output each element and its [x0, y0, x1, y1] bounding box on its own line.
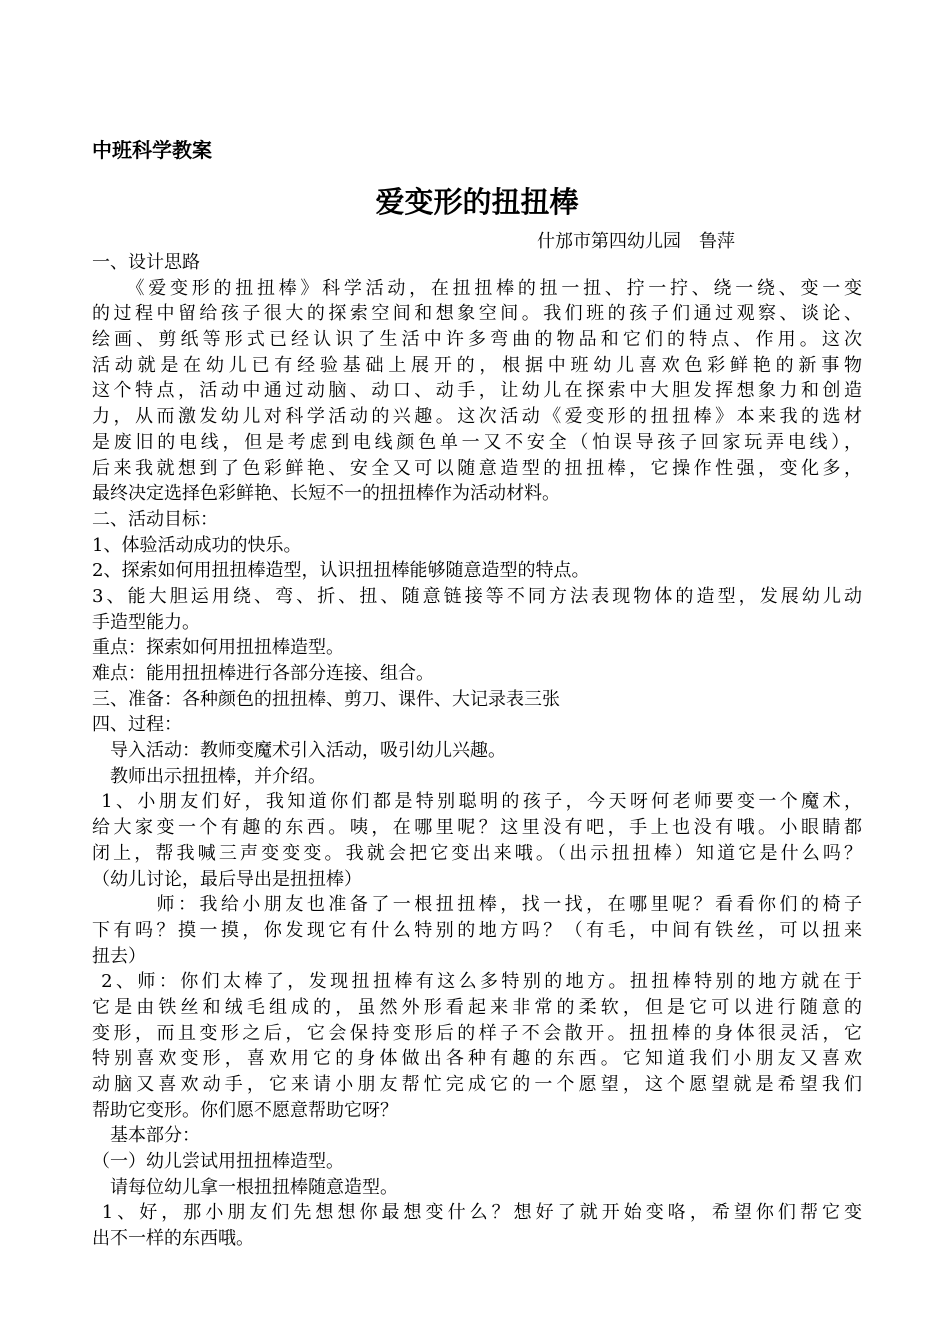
- list-item: 2、探索如何用扭扭棒造型，认识扭扭棒能够随意造型的特点。: [92, 560, 590, 582]
- section-heading: 四、过程：: [92, 714, 182, 736]
- list-item: 手造型能力。: [92, 611, 200, 633]
- document-author: 什邡市第四幼儿园 鲁萍: [537, 231, 735, 252]
- section-heading: 基本部分：: [92, 1125, 200, 1147]
- paragraph-line: 师：我给小朋友也准备了一根扭扭棒，找一找，在哪里呢？看看你们的椅子: [92, 894, 862, 916]
- paragraph-line: 力，从而激发幼儿对科学活动的兴趣。这次活动《爱变形的扭扭棒》本来我的选材: [92, 406, 862, 428]
- paragraph-line: 闭上，帮我喊三声变变变。我就会把它变出来哦。（出示扭扭棒）知道它是什么吗？: [92, 842, 862, 864]
- paragraph-line: 帮助它变形。你们愿不愿意帮助它呀？: [92, 1099, 398, 1121]
- paragraph-line: 动脑又喜欢动手，它来请小朋友帮忙完成它的一个愿望，这个愿望就是希望我们: [92, 1074, 862, 1095]
- paragraph-line: 是废旧的电线，但是考虑到电线颜色单一又不安全（怕误导孩子回家玩弄电线），: [92, 431, 862, 453]
- document-body: [92, 250, 862, 1252]
- list-item: 1、体验活动成功的快乐。: [92, 534, 302, 556]
- paragraph-line: 1、小朋友们好，我知道你们都是特别聪明的孩子，今天呀何老师要变一个魔术，: [92, 791, 862, 813]
- paragraph-line: （幼儿讨论，最后导出是扭扭棒）: [92, 868, 362, 890]
- paragraph-line: 的过程中留给孩子很大的探索空间和想象空间。我们班的孩子们通过观察、谈论、: [92, 303, 862, 325]
- paragraph-line: 请每位幼儿拿一根扭扭棒随意造型。: [92, 1176, 398, 1198]
- paragraph-line: 教师出示扭扭棒，并介绍。: [92, 765, 326, 787]
- section-heading: 三、准备：各种颜色的扭扭棒、剪刀、课件、大记录表三张: [92, 688, 560, 710]
- paragraph-line: 变形，而且变形之后，它会保持变形后的样子不会散开。扭扭棒的身体很灵活，它: [92, 1022, 862, 1044]
- paragraph-line: （一）幼儿尝试用扭扭棒造型。: [92, 1151, 344, 1173]
- paragraph-line: 出不一样的东西哦。: [92, 1228, 254, 1250]
- paragraph-line: 扭去）: [92, 945, 146, 967]
- paragraph-line: 《爱变形的扭扭棒》科学活动，在扭扭棒的扭一扭、拧一拧、绕一绕、变一变: [92, 277, 862, 299]
- paragraph-line: 绘画、剪纸等形式已经认识了生活中许多弯曲的物品和它们的特点、作用。这次: [92, 329, 862, 351]
- paragraph-line: 后来我就想到了色彩鲜艳、安全又可以随意造型的扭扭棒，它操作性强，变化多，: [92, 457, 862, 479]
- paragraph-line: 1、好，那小朋友们先想想你最想变什么？想好了就开始变咯，希望你们帮它变: [92, 1202, 862, 1224]
- paragraph-line: 它是由铁丝和绒毛组成的，虽然外形看起来非常的柔软，但是它可以进行随意的: [92, 996, 862, 1018]
- paragraph-line: 导入活动：教师变魔术引入活动，吸引幼儿兴趣。: [92, 740, 506, 762]
- paragraph-line: 下有吗？摸一摸，你发现它有什么特别的地方吗？（有毛，中间有铁丝，可以扭来: [92, 919, 862, 941]
- paragraph-line: 活动就是在幼儿已有经验基础上展开的，根据中班幼儿喜欢色彩鲜艳的新事物: [92, 354, 862, 376]
- document-title: 爱变形的扭扭棒: [375, 185, 579, 219]
- paragraph-line: 特别喜欢变形，喜欢用它的身体做出各种有趣的东西。它知道我们小朋友又喜欢: [92, 1048, 862, 1070]
- document-category: 中班科学教案: [92, 138, 212, 162]
- list-item: 3、能大胆运用绕、弯、折、扭、随意链接等不同方法表现物体的造型，发展幼儿动: [92, 585, 862, 607]
- paragraph-line: 最终决定选择色彩鲜艳、长短不一的扭扭棒作为活动材料。: [92, 483, 560, 505]
- paragraph-line: 重点：探索如何用扭扭棒造型。: [92, 637, 344, 659]
- section-heading: 一、设计思路: [92, 252, 200, 273]
- paragraph-line: 这个特点，活动中通过动脑、动口、动手，让幼儿在探索中大胆发挥想象力和创造: [92, 380, 862, 402]
- paragraph-line: 2、师：你们太棒了，发现扭扭棒有这么多特别的地方。扭扭棒特别的地方就在于: [92, 971, 862, 993]
- section-heading: 二、活动目标：: [92, 508, 218, 530]
- paragraph-line: 难点：能用扭扭棒进行各部分连接、组合。: [92, 663, 434, 684]
- paragraph-line: 给大家变一个有趣的东西。咦，在哪里呢？这里没有吧，手上也没有哦。小眼睛都: [92, 817, 862, 839]
